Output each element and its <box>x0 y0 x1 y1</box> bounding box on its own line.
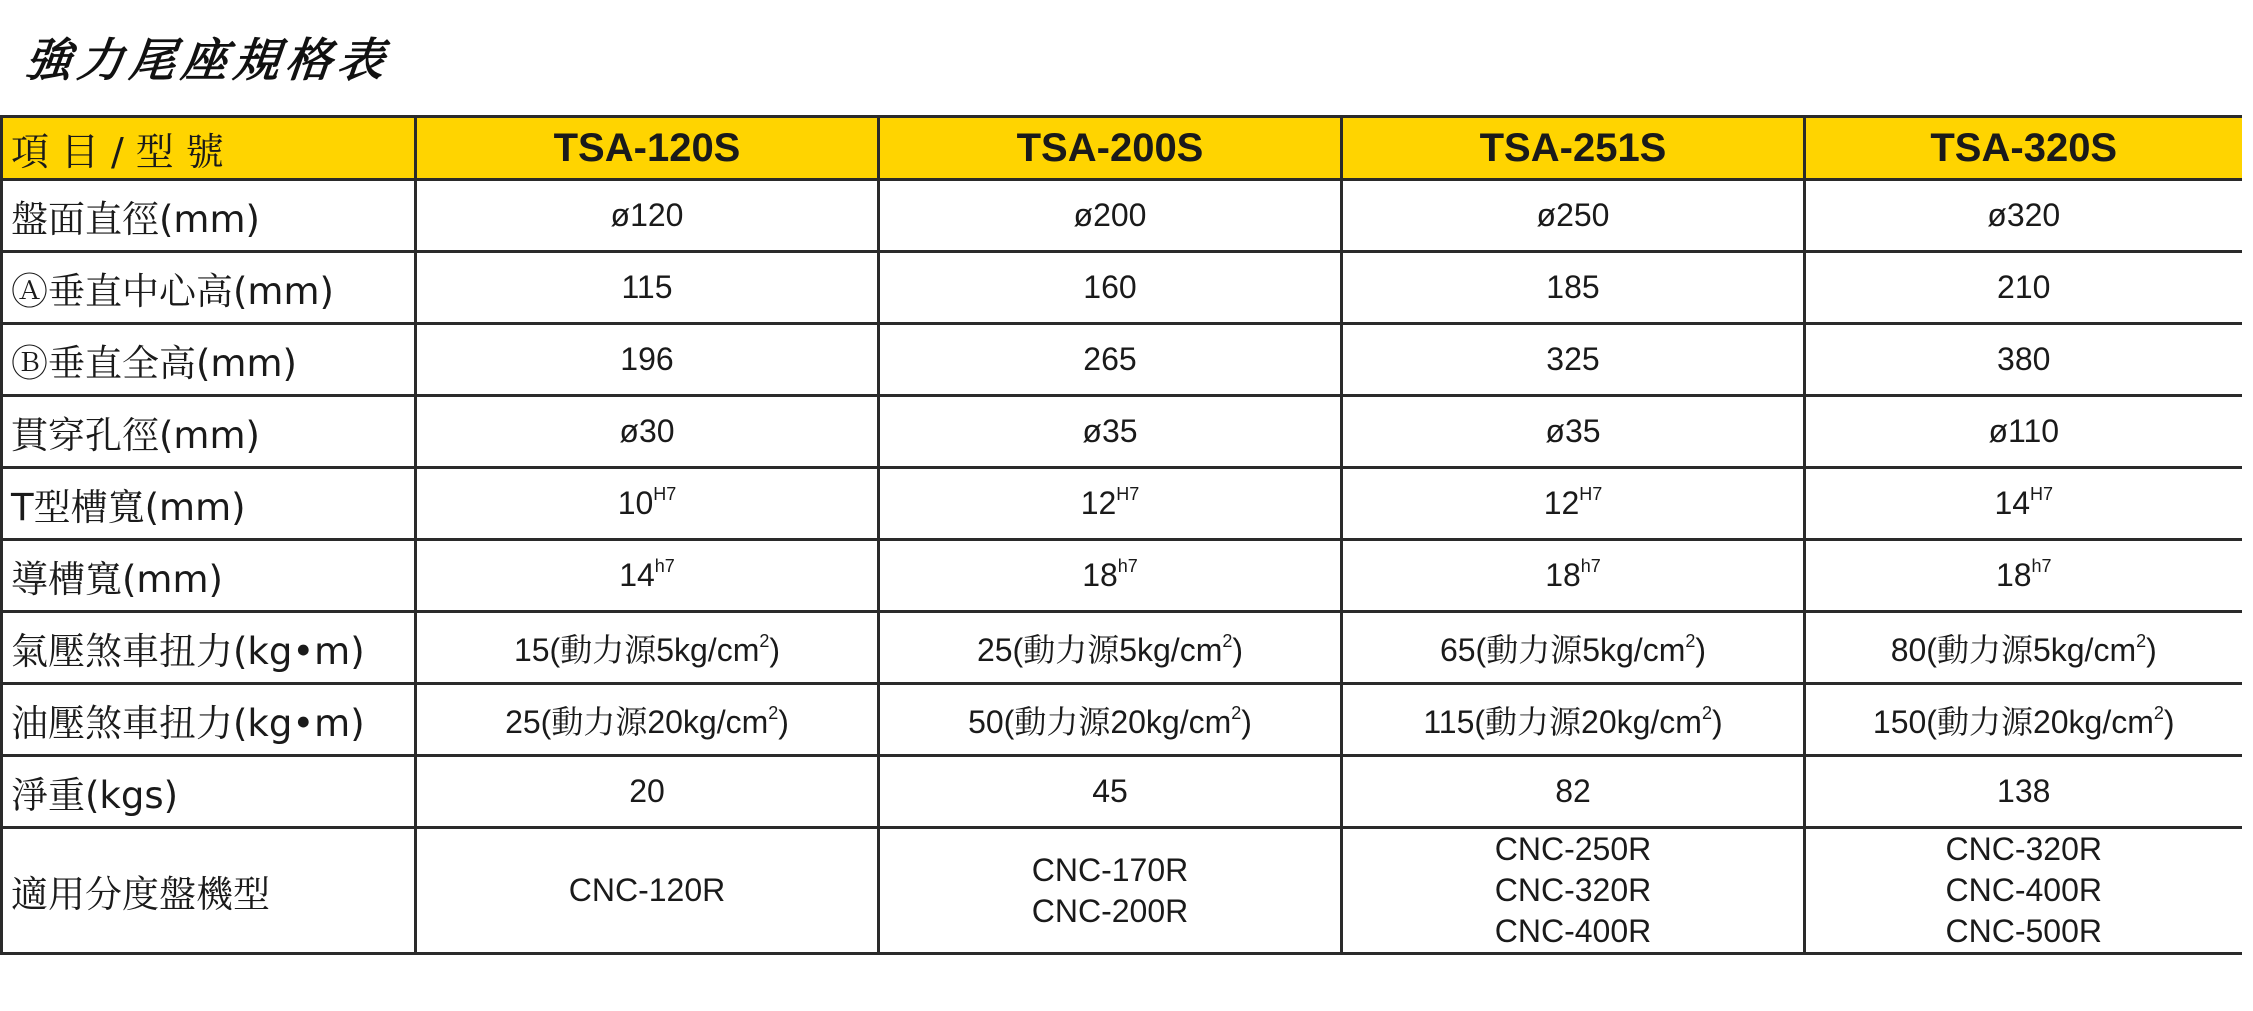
table-cell: ø320 <box>1805 180 2242 252</box>
table-cell: ø200 <box>879 180 1342 252</box>
model-header-tsa-120s: TSA-120S <box>416 117 879 180</box>
table-cell: 138 <box>1805 756 2242 828</box>
table-cell: $18^{h7}$ <box>1342 540 1805 612</box>
table-cell: 15(動力源$5kg/cm^2$) <box>416 612 879 684</box>
model-header-tsa-251s: TSA-251S <box>1342 117 1805 180</box>
table-cell: 82 <box>1342 756 1805 828</box>
table-cell: $14^{H7}$ <box>1805 468 2242 540</box>
table-row <box>2 684 2242 756</box>
table-row <box>2 828 2242 954</box>
model-line: CNC-320R <box>1945 831 2102 867</box>
table-cell: 380 <box>1805 324 2242 396</box>
table-row <box>2 180 2242 252</box>
table-cell <box>879 828 1342 954</box>
model-header-tsa-200s: TSA-200S <box>879 117 1342 180</box>
table-cell: $14^{h7}$ <box>416 540 879 612</box>
row-label: 淨重(kgs) <box>2 756 416 828</box>
table-cell: 25(動力源$20kg/cm^2$) <box>416 684 879 756</box>
table-cell: $18^{h7}$ <box>879 540 1342 612</box>
table-cell: 185 <box>1342 252 1805 324</box>
model-line: CNC-250R <box>1494 831 1652 867</box>
table-cell: $12^{H7}$ <box>879 468 1342 540</box>
table-cell: 80(動力源$5kg/cm^2$) <box>1805 612 2242 684</box>
table-cell: 196 <box>416 324 879 396</box>
model-line: CNC-500R <box>1945 913 2102 949</box>
model-line: CNC-200R <box>1031 892 1189 929</box>
row-label: T型槽寬(mm) <box>2 468 416 540</box>
table-cell <box>1342 828 1805 954</box>
table-cell <box>416 828 879 954</box>
model-line: CNC-120R <box>568 872 726 908</box>
table-row <box>2 540 2242 612</box>
table-cell: 115(動力源$20kg/cm^2$) <box>1342 684 1805 756</box>
table-cell: $18^{h7}$ <box>1805 540 2242 612</box>
table-row <box>2 612 2242 684</box>
row-label: 導槽寬(mm) <box>2 540 416 612</box>
model-line: CNC-400R <box>1494 913 1652 949</box>
table-header-row <box>2 117 2242 180</box>
table-cell: 115 <box>416 252 879 324</box>
row-label: 盤面直徑(mm) <box>2 180 416 252</box>
table-row <box>2 324 2242 396</box>
table-cell: ø30 <box>416 396 879 468</box>
row-label: 油壓煞車扭力(kg•m) <box>2 684 416 756</box>
spec-table <box>0 115 2242 955</box>
table-cell: $10^{H7}$ <box>416 468 879 540</box>
row-label: 貫穿孔徑(mm) <box>2 396 416 468</box>
table-cell: ø35 <box>879 396 1342 468</box>
table-cell: ø120 <box>416 180 879 252</box>
table-body <box>2 180 2242 954</box>
row-label: Ⓐ垂直中心高(mm) <box>2 252 416 324</box>
table-row <box>2 756 2242 828</box>
table-cell: 45 <box>879 756 1342 828</box>
table-row <box>2 396 2242 468</box>
model-header-tsa-320s: TSA-320S <box>1805 117 2242 180</box>
table-cell: ø250 <box>1342 180 1805 252</box>
table-cell: 325 <box>1342 324 1805 396</box>
table-cell: 160 <box>879 252 1342 324</box>
table-cell: 150(動力源$20kg/cm^2$) <box>1805 684 2242 756</box>
table-row <box>2 252 2242 324</box>
table-cell: $12^{H7}$ <box>1342 468 1805 540</box>
table-cell: 265 <box>879 324 1342 396</box>
row-label: 氣壓煞車扭力(kg•m) <box>2 612 416 684</box>
row-label: 適用分度盤機型 <box>2 828 416 954</box>
model-line: CNC-170R <box>1031 851 1189 888</box>
row-label: Ⓑ垂直全高(mm) <box>2 324 416 396</box>
table-cell: 210 <box>1805 252 2242 324</box>
table-cell: ø110 <box>1805 396 2242 468</box>
table-cell: 65(動力源$5kg/cm^2$) <box>1342 612 1805 684</box>
corner-header: 項目/型號 <box>2 117 416 180</box>
table-cell <box>1805 828 2242 954</box>
table-row <box>2 468 2242 540</box>
table-cell: ø35 <box>1342 396 1805 468</box>
model-line: CNC-400R <box>1945 872 2102 908</box>
table-cell: 50(動力源$20kg/cm^2$) <box>879 684 1342 756</box>
model-line: CNC-320R <box>1494 872 1652 908</box>
page-title: 強力尾座規格表 <box>22 33 393 87</box>
table-cell: 20 <box>416 756 879 828</box>
table-cell: 25(動力源$5kg/cm^2$) <box>879 612 1342 684</box>
